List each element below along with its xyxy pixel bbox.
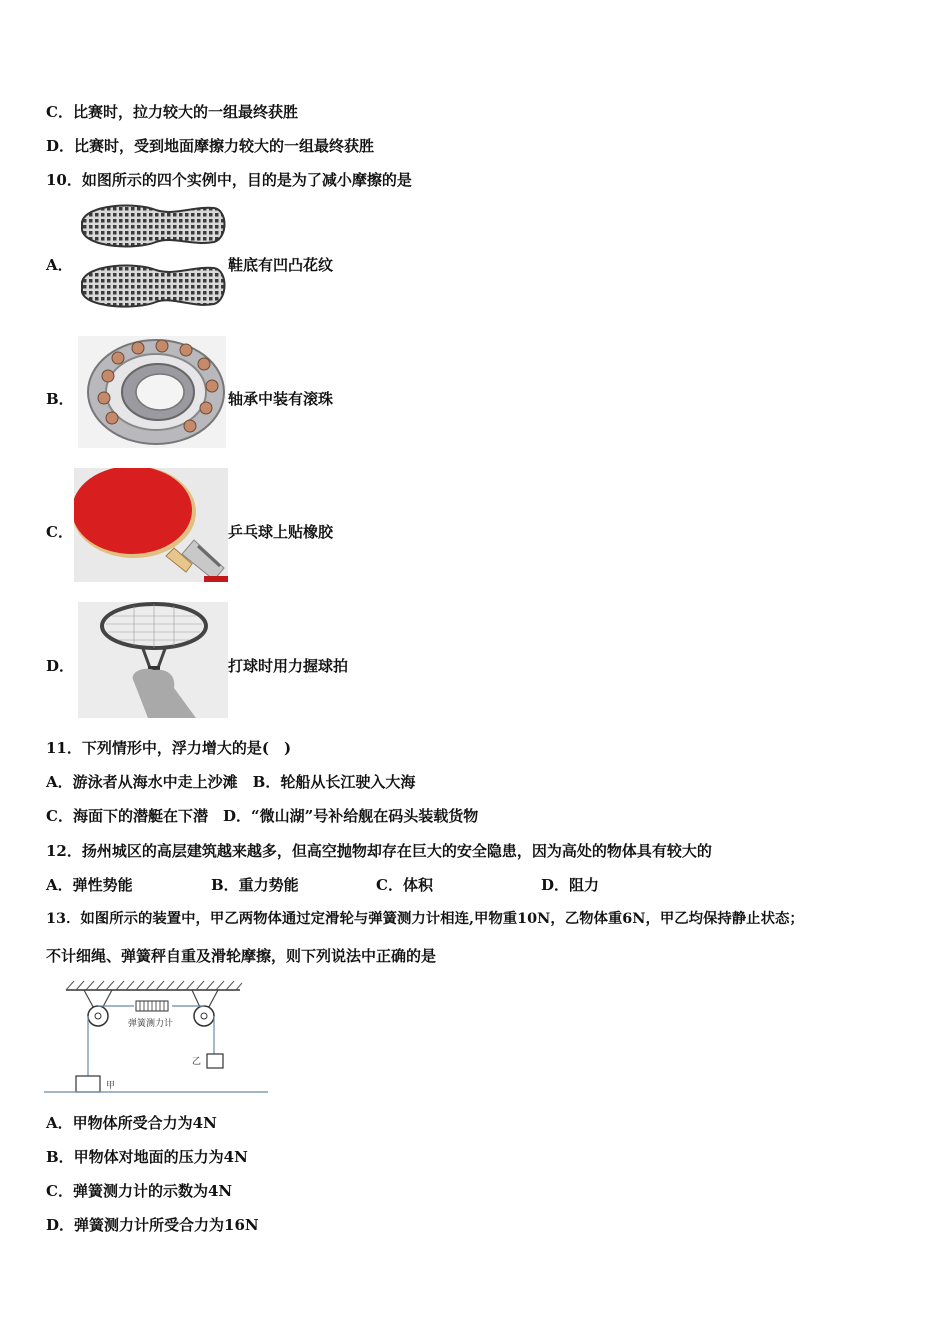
- shoe-sole-icon: [76, 200, 228, 318]
- block-jia-label: 甲: [106, 1081, 116, 1091]
- q10-option-b-text: 轴承中装有滚珠: [228, 390, 334, 408]
- q12-option-d: D．阻力: [541, 876, 600, 894]
- q13-option-a: A．甲物体所受合力为4N: [46, 1114, 217, 1132]
- q10-option-d-text: 打球时用力握球拍: [228, 657, 349, 675]
- q11-options-row2: C．海面下的潜艇在下潜 D．“微山湖”号补给舰在码头装载货物: [46, 807, 479, 825]
- q9-option-c: C．比赛时，拉力较大的一组最终获胜: [46, 103, 298, 121]
- q9-option-d: D．比赛时，受到地面摩擦力较大的一组最终获胜: [46, 137, 375, 155]
- block-yi-label: 乙: [192, 1057, 202, 1067]
- q10-option-d-letter: D．: [46, 657, 75, 675]
- q13-option-d: D．弹簧测力计所受合力为16N: [46, 1216, 259, 1234]
- q13-option-b: B．甲物体对地面的压力为4N: [46, 1148, 248, 1166]
- pingpong-paddle-icon: [74, 468, 228, 582]
- q10-stem: 10．如图所示的四个实例中，目的是为了减小摩擦的是: [46, 171, 412, 189]
- ball-bearing-icon: [78, 336, 226, 448]
- q10-option-a-letter: A．: [46, 256, 73, 274]
- q13-option-c: C．弹簧测力计的示数为4N: [46, 1182, 233, 1200]
- racket-grip-icon: [78, 602, 228, 718]
- q11-stem: 11．下列情形中，浮力增大的是( ): [46, 739, 292, 757]
- q12-stem: 12．扬州城区的高层建筑越来越多，但高空抛物却存在巨大的安全隐患，因为高处的物体具有较大的: [46, 842, 712, 860]
- spring-scale-label: 弹簧测力计: [128, 1019, 174, 1029]
- q12-options: [46, 875, 599, 895]
- q10-option-c-text: 乒乓球上贴橡胶: [228, 523, 334, 541]
- q10-option-c-letter: C．: [46, 523, 73, 541]
- q10-option-b-letter: B．: [46, 390, 74, 408]
- q12-option-c: C．体积: [376, 876, 433, 894]
- q12-option-b: B．重力势能: [211, 876, 299, 894]
- q11-options-row1: A．游泳者从海水中走上沙滩 B．轮船从长江驶入大海: [46, 773, 416, 791]
- pulley-diagram: [44, 978, 268, 1096]
- q13-stem-line2: 不计细绳、弹簧秤自重及滑轮摩擦，则下列说法中正确的是: [46, 947, 437, 965]
- q13-stem-line1: 13．如图所示的装置中，甲乙两物体通过定滑轮与弹簧测力计相连,甲物重10N，乙物体重6N，甲乙均保持静止状态；: [46, 910, 804, 927]
- q12-option-a: A．弹性势能: [46, 876, 133, 894]
- q10-option-a-text: 鞋底有凹凸花纹: [228, 256, 334, 274]
